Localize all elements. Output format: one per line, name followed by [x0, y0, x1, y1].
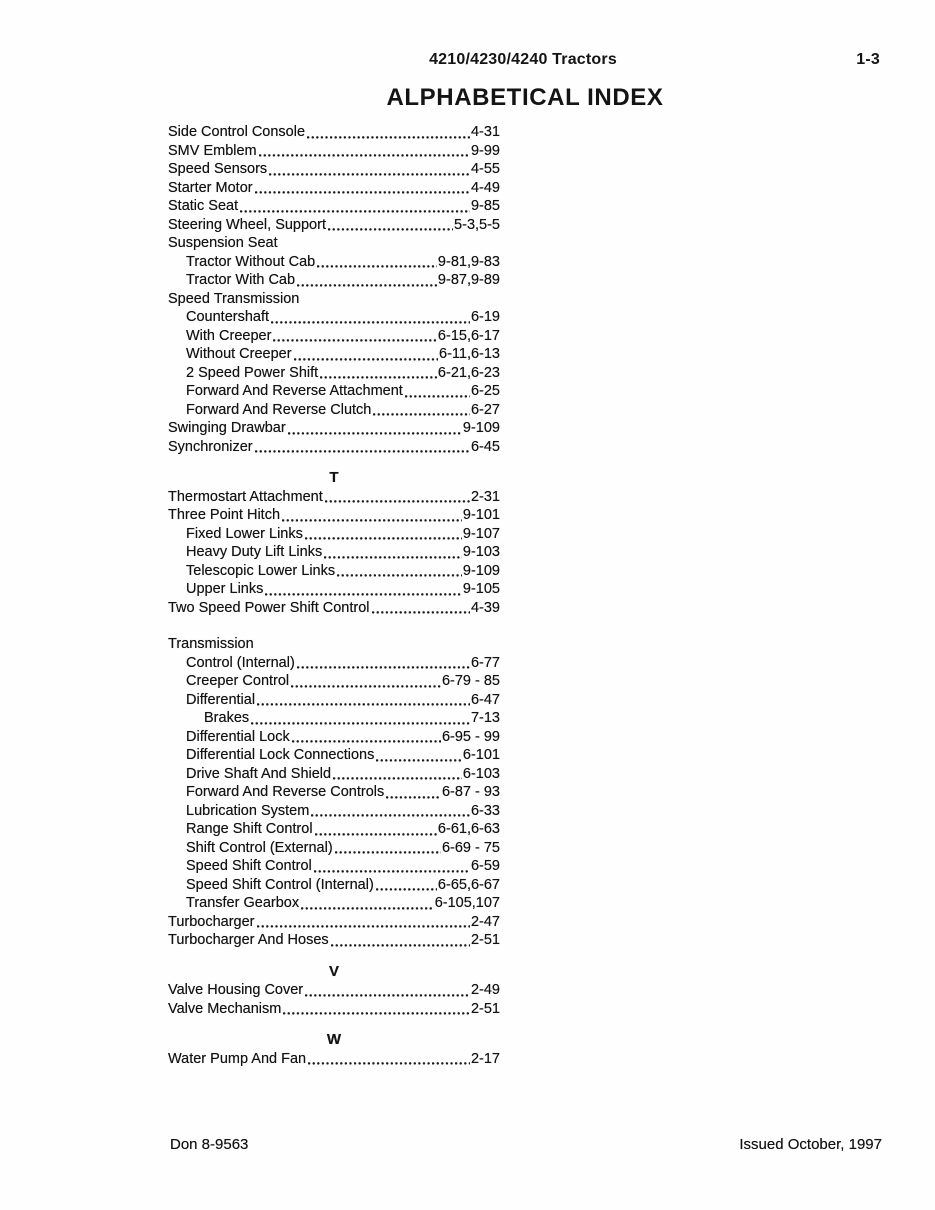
index-entry-label: Water Pump And Fan	[168, 1050, 307, 1067]
index-entry	[168, 525, 500, 544]
index-entry-page: 6-21,6-23	[437, 364, 500, 381]
index-entry-page: 6-87 - 93	[441, 784, 500, 800]
index-entry	[168, 635, 500, 654]
dot-leader	[311, 814, 470, 817]
index-entry-page: 6-65,6-67	[437, 876, 500, 893]
index-entry-label: Tractor Without Cab	[186, 253, 316, 270]
dot-leader	[308, 1062, 470, 1065]
index-entry-label: SMV Emblem	[168, 142, 257, 159]
dot-leader	[271, 321, 470, 324]
footer-publication-code: Don 8-9563	[170, 1136, 249, 1153]
index-entry-page: 2-47	[470, 913, 500, 930]
index-entry-page: 9-101	[462, 507, 500, 523]
dot-leader	[320, 376, 437, 379]
index-entry	[168, 197, 500, 216]
index-entry-page: 6-19	[470, 309, 500, 325]
index-entry	[168, 654, 500, 673]
dot-leader	[314, 870, 470, 873]
section-letter: T	[329, 469, 339, 486]
dot-leader	[328, 228, 453, 231]
dot-leader	[301, 907, 434, 910]
index-entry-page: 2-31	[470, 488, 500, 505]
index-entry	[168, 253, 500, 272]
index-entry-label: 2 Speed Power Shift	[186, 364, 319, 381]
section-letter: V	[328, 962, 339, 980]
index-entry-label: Turbocharger	[168, 913, 255, 930]
dot-leader	[317, 265, 437, 268]
dot-leader	[324, 556, 462, 559]
index-entry-label: Tractor With Cab	[186, 272, 296, 288]
index-entry-page: 4-31	[470, 124, 500, 140]
index-entry-page: 6-69 - 75	[441, 839, 500, 856]
index-entry-label: Two Speed Power Shift Control	[168, 599, 370, 616]
index-entry-label: Thermostart Attachment	[168, 488, 323, 505]
index-entry-label: Speed Shift Control	[186, 858, 312, 874]
index-entry	[168, 765, 500, 784]
dot-leader	[305, 537, 462, 540]
dot-leader	[297, 666, 470, 669]
index-entry-page: 6-15,6-17	[437, 327, 500, 344]
index-entry	[168, 419, 500, 438]
index-entry	[168, 364, 500, 383]
dot-leader	[288, 432, 462, 435]
index-entry	[168, 599, 500, 618]
dot-leader	[376, 888, 437, 891]
index-entry-label: Countershaft	[186, 309, 270, 325]
index-entry-page: 9-107	[462, 525, 500, 542]
index-entry-label: Heavy Duty Lift Links	[186, 544, 323, 560]
index-entry-label: Telescopic Lower Links	[186, 562, 336, 579]
index-entry-label: Transfer Gearbox	[186, 895, 300, 911]
index-entry	[168, 857, 500, 876]
index-entry	[168, 709, 500, 728]
index-entry	[168, 931, 500, 950]
index-entry-label: Speed Transmission	[168, 290, 300, 307]
page-number: 1-3	[856, 51, 880, 68]
index-entry-label: Differential	[186, 691, 256, 708]
index-entry-page: 6-79 - 85	[441, 673, 500, 689]
index-entry-label: Drive Shaft And Shield	[186, 765, 332, 782]
dot-leader	[255, 450, 470, 453]
page-header	[0, 51, 935, 73]
index-entry	[168, 488, 500, 507]
dot-leader	[240, 210, 470, 213]
dot-leader	[257, 925, 470, 928]
dot-leader	[307, 136, 470, 139]
index-entry-page: 7-13	[470, 710, 500, 726]
dot-leader	[257, 703, 470, 706]
index-entry-label: Valve Mechanism	[168, 1000, 282, 1017]
index-entry-page: 9-103	[462, 544, 500, 560]
page-title: ALPHABETICAL INDEX	[386, 84, 664, 111]
index-entry-page: 6-27	[470, 401, 500, 418]
index-entry-label: Brakes	[204, 710, 250, 726]
dot-leader	[405, 395, 470, 398]
index-section-v	[168, 963, 500, 1019]
index-entry	[168, 142, 500, 161]
index-entry	[168, 728, 500, 747]
index-entry	[168, 580, 500, 599]
index-entry-page: 6-33	[470, 802, 500, 819]
index-entry	[168, 839, 500, 858]
index-list	[168, 123, 500, 1068]
index-entry-label: Starter Motor	[168, 179, 253, 196]
index-entry-label: Shift Control (External)	[186, 839, 333, 856]
index-entry-page: 2-51	[470, 1000, 500, 1017]
index-entry-label: Synchronizer	[168, 438, 253, 455]
index-entry-page: 6-45	[470, 438, 500, 455]
dot-leader	[273, 339, 437, 342]
index-entry	[168, 308, 500, 327]
index-entry	[168, 1050, 500, 1069]
index-entry-page: 6-47	[470, 691, 500, 708]
index-entry-label: Forward And Reverse Attachment	[186, 383, 403, 399]
index-entry-page: 9-87,9-89	[437, 272, 500, 288]
section-letter: W	[326, 1031, 342, 1048]
dot-leader	[292, 740, 441, 743]
dot-leader	[269, 173, 470, 176]
dot-leader	[251, 722, 470, 725]
index-entry-page: 9-81,9-83	[437, 253, 500, 270]
index-entry-page: 4-49	[470, 179, 500, 196]
index-section-w	[168, 1031, 500, 1068]
index-entry	[168, 746, 500, 765]
index-entry-page: 6-77	[470, 654, 500, 671]
dot-leader	[294, 358, 438, 361]
index-entry-label: Fixed Lower Links	[186, 525, 303, 542]
dot-leader	[325, 500, 470, 503]
index-entry-label: Speed Shift Control (Internal)	[186, 876, 374, 893]
index-entry-page: 4-55	[470, 161, 500, 177]
index-entry	[168, 894, 500, 913]
index-entry	[168, 179, 500, 198]
index-entry-label: Upper Links	[186, 581, 264, 597]
index-entry-label: Forward And Reverse Clutch	[186, 401, 372, 418]
index-entry	[168, 345, 500, 364]
index-entry	[168, 783, 500, 802]
index-entry	[168, 820, 500, 839]
index-entry-page: 6-101	[462, 747, 500, 763]
index-entry-label: Three Point Hitch	[168, 507, 281, 523]
index-entry	[168, 1000, 500, 1019]
index-entry	[168, 438, 500, 457]
dot-leader	[337, 574, 462, 577]
index-entry-page: 6-25	[470, 383, 500, 399]
dot-leader	[291, 685, 441, 688]
index-entry-label: Forward And Reverse Controls	[186, 784, 385, 800]
index-entry	[168, 327, 500, 346]
index-entry-label: Lubrication System	[186, 802, 310, 819]
index-entry-page: 6-61,6-63	[437, 821, 500, 837]
dot-leader	[255, 191, 470, 194]
dot-leader	[333, 777, 462, 780]
dot-leader	[335, 851, 441, 854]
dot-leader	[282, 519, 462, 522]
index-entry	[168, 401, 500, 420]
index-entry	[168, 382, 500, 401]
index-entry-label: Side Control Console	[168, 124, 306, 140]
dot-leader	[372, 611, 470, 614]
index-entry	[168, 123, 500, 142]
index-entry-page: 5-3,5-5	[454, 216, 500, 233]
index-section	[168, 635, 500, 950]
dot-leader	[265, 593, 462, 596]
index-entry-label: Range Shift Control	[186, 821, 313, 837]
index-entry	[168, 876, 500, 895]
index-entry	[168, 981, 500, 1000]
dot-leader	[331, 944, 470, 947]
footer-issue-date: Issued October, 1997	[739, 1136, 882, 1153]
index-entry	[168, 543, 500, 562]
page-footer	[170, 1136, 882, 1153]
index-section	[168, 123, 500, 456]
dot-leader	[376, 759, 462, 762]
index-entry-page: 6-105,107	[434, 895, 500, 911]
index-entry-page: 9-109	[462, 420, 500, 436]
dot-leader	[259, 154, 470, 157]
index-entry-label: Creeper Control	[186, 673, 290, 689]
index-entry-page: 6-103	[462, 765, 500, 782]
index-entry-label: Swinging Drawbar	[168, 420, 286, 436]
index-entry-label: Differential Lock	[186, 728, 290, 745]
dot-leader	[386, 796, 441, 799]
index-entry	[168, 234, 500, 253]
index-entry-page: 9-99	[470, 142, 500, 159]
dot-leader	[373, 413, 470, 416]
document-title: 4210/4230/4240 Tractors	[429, 51, 617, 68]
index-entry	[168, 802, 500, 821]
index-entry-page: 4-39	[470, 599, 500, 616]
index-entry-page: 6-11,6-13	[439, 346, 500, 362]
dot-leader	[297, 284, 437, 287]
index-entry-page: 2-17	[470, 1050, 500, 1067]
index-entry	[168, 913, 500, 932]
index-entry	[168, 271, 500, 290]
index-section-t	[168, 469, 500, 617]
index-entry-label: Turbocharger And Hoses	[168, 932, 329, 948]
index-entry	[168, 290, 500, 309]
index-entry-page: 9-105	[462, 581, 500, 597]
index-entry-label: Without Creeper	[186, 346, 292, 362]
index-entry-label: Control (Internal)	[186, 654, 295, 671]
index-entry	[168, 562, 500, 581]
index-entry-page: 9-109	[462, 562, 500, 579]
index-entry-label: Static Seat	[168, 198, 239, 214]
index-entry-page: 2-51	[470, 932, 500, 948]
index-entry-page: 9-85	[470, 198, 500, 214]
index-entry-label: Valve Housing Cover	[168, 982, 304, 998]
index-entry-label: Steering Wheel, Support	[168, 216, 326, 233]
dot-leader	[283, 1012, 470, 1015]
index-entry-label: Speed Sensors	[168, 161, 268, 177]
index-entry	[168, 672, 500, 691]
index-entry	[168, 160, 500, 179]
dot-leader	[305, 994, 470, 997]
index-entry-page: 2-49	[470, 982, 500, 998]
index-entry	[168, 216, 500, 235]
index-entry-page: 6-59	[470, 858, 500, 874]
index-entry-label: Differential Lock Connections	[186, 747, 375, 763]
index-entry-page: 6-95 - 99	[441, 728, 500, 745]
index-entry-label: With Creeper	[186, 327, 272, 344]
index-entry	[168, 506, 500, 525]
index-entry	[168, 691, 500, 710]
index-entry-label: Suspension Seat	[168, 235, 278, 251]
dot-leader	[315, 833, 437, 836]
index-entry-label: Transmission	[168, 636, 254, 652]
